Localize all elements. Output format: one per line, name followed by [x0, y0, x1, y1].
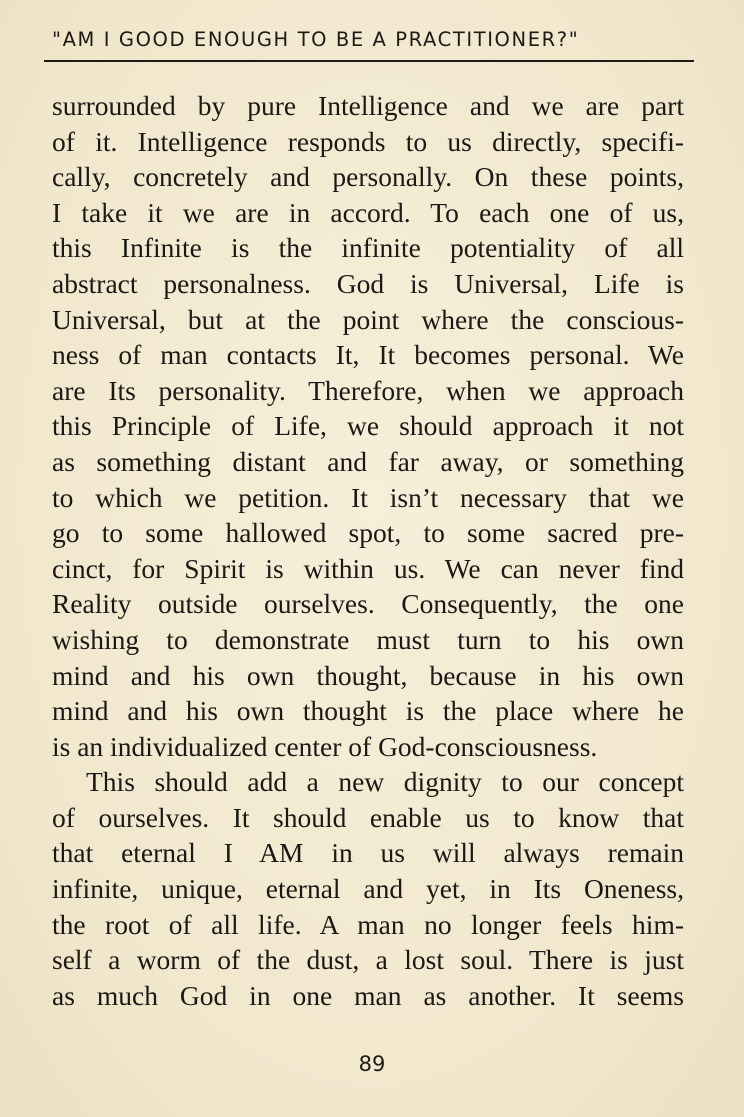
- text-line: of ourselves. It should enable us to know that: [52, 801, 684, 833]
- text-line: ness of man contacts It, It becomes personal. We: [52, 339, 684, 371]
- text-line: cinct, for Spirit is within us. We can never find: [52, 552, 684, 584]
- text-line: are Its personality. Therefore, when we approach: [52, 374, 684, 406]
- header-rule: [44, 60, 694, 62]
- paragraph-2: [52, 764, 684, 1013]
- text-line: go to some hallowed spot, to some sacred pre-: [52, 517, 684, 549]
- running-header: "AM I GOOD ENOUGH TO BE A PRACTITIONER?": [52, 28, 580, 51]
- text-line: that eternal I AM in us will always remain: [52, 837, 684, 869]
- body-text: [52, 88, 684, 1013]
- text-line: Universal, but at the point where the conscious-: [52, 303, 684, 335]
- text-line: self a worm of the dust, a lost soul. There is just: [52, 944, 684, 976]
- text-line: mind and his own thought, because in his own: [52, 659, 684, 691]
- text-line: This should add a new dignity to our concept: [86, 766, 684, 798]
- text-line: surrounded by pure Intelligence and we are part: [52, 90, 684, 121]
- text-line: mind and his own thought is the place where he: [52, 695, 684, 727]
- text-line: of it. Intelligence responds to us directly, specifi-: [52, 125, 684, 157]
- text-line: wishing to demonstrate must turn to his own: [52, 623, 684, 655]
- page-number: 89: [358, 1052, 386, 1076]
- text-line: to which we petition. It isn’t necessary that we: [52, 481, 684, 513]
- text-line: this Infinite is the infinite potentiality of all: [52, 232, 684, 264]
- text-line: Reality outside ourselves. Consequently, the one: [52, 588, 684, 620]
- text-line: cally, concretely and personally. On these points,: [52, 161, 684, 193]
- paragraph-1: [52, 88, 684, 764]
- text-line: infinite, unique, eternal and yet, in Its Oneness,: [52, 873, 684, 905]
- text-line: I take it we are in accord. To each one of us,: [52, 196, 684, 228]
- text-line: as much God in one man as another. It seems: [52, 979, 684, 1011]
- text-line: the root of all life. A man no longer feels him-: [52, 908, 684, 940]
- text-line: as something distant and far away, or something: [52, 445, 684, 477]
- text-line: this Principle of Life, we should approach it not: [52, 410, 684, 442]
- text-line: abstract personalness. God is Universal, Life is: [52, 267, 684, 299]
- text-line: is an individualized center of God-consciousness.: [52, 730, 598, 762]
